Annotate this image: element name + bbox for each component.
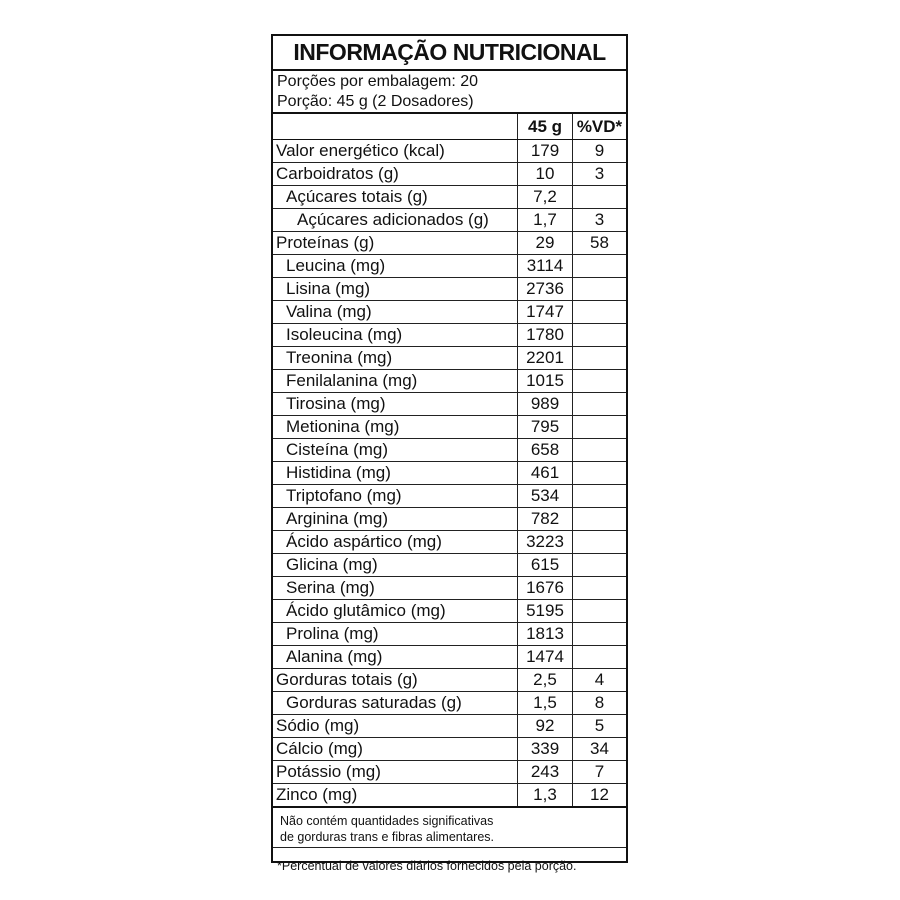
nutrient-name: Açúcares adicionados (g)	[273, 209, 518, 232]
table-row	[273, 232, 626, 255]
table-row	[273, 531, 626, 554]
nutrient-dv	[573, 370, 627, 393]
nutrient-amount: 1,7	[518, 209, 573, 232]
nutrient-dv	[573, 278, 627, 301]
table-row	[273, 600, 626, 623]
nutrient-amount: 534	[518, 485, 573, 508]
nutrient-name: Treonina (mg)	[273, 347, 518, 370]
header-dv: %VD*	[573, 114, 627, 140]
nutrient-name: Fenilalanina (mg)	[273, 370, 518, 393]
nutrient-amount: 461	[518, 462, 573, 485]
nutrient-amount: 29	[518, 232, 573, 255]
nutrient-amount: 2736	[518, 278, 573, 301]
nutrient-dv	[573, 439, 627, 462]
table-header-row	[273, 114, 626, 140]
nutrient-name: Potássio (mg)	[273, 761, 518, 784]
nutrient-name: Valor energético (kcal)	[273, 140, 518, 163]
servings-per-package: Porções por embalagem: 20	[277, 73, 478, 90]
nutrient-amount: 1813	[518, 623, 573, 646]
nutrient-dv: 9	[573, 140, 627, 163]
table-row	[273, 577, 626, 600]
serving-info	[273, 71, 626, 114]
table-row	[273, 439, 626, 462]
nutrient-amount: 1747	[518, 301, 573, 324]
table-row	[273, 462, 626, 485]
table-row	[273, 347, 626, 370]
nutrient-dv	[573, 577, 627, 600]
nutrient-name: Ácido aspártico (mg)	[273, 531, 518, 554]
table-row	[273, 784, 626, 808]
nutrient-dv: 7	[573, 761, 627, 784]
nutrient-amount: 1,5	[518, 692, 573, 715]
table-row	[273, 738, 626, 761]
nutrient-amount: 1015	[518, 370, 573, 393]
nutrient-dv: 5	[573, 715, 627, 738]
nutrient-name: Gorduras totais (g)	[273, 669, 518, 692]
nutrition-facts-panel	[271, 34, 628, 873]
nutrient-amount: 7,2	[518, 186, 573, 209]
nutrient-dv	[573, 485, 627, 508]
nutrient-amount: 782	[518, 508, 573, 531]
table-row	[273, 324, 626, 347]
nutrient-amount: 3223	[518, 531, 573, 554]
nutrient-dv: 3	[573, 163, 627, 186]
table-row	[273, 163, 626, 186]
nutrient-name: Prolina (mg)	[273, 623, 518, 646]
nutrient-amount: 1,3	[518, 784, 573, 808]
nutrient-amount: 3114	[518, 255, 573, 278]
nutrient-dv	[573, 186, 627, 209]
nutrient-dv	[573, 301, 627, 324]
table-row	[273, 278, 626, 301]
table-row	[273, 715, 626, 738]
nutrient-amount: 658	[518, 439, 573, 462]
nutrient-dv	[573, 416, 627, 439]
table-row	[273, 301, 626, 324]
table-row	[273, 416, 626, 439]
nutrient-name: Lisina (mg)	[273, 278, 518, 301]
nutrient-name: Isoleucina (mg)	[273, 324, 518, 347]
nutrient-dv	[573, 531, 627, 554]
nutrient-name: Histidina (mg)	[273, 462, 518, 485]
table-row	[273, 140, 626, 163]
nutrient-amount: 10	[518, 163, 573, 186]
table-row	[273, 485, 626, 508]
nutrient-dv	[573, 255, 627, 278]
nutrient-dv	[573, 600, 627, 623]
nutrient-name: Tirosina (mg)	[273, 393, 518, 416]
table-row	[273, 393, 626, 416]
nutrient-name: Sódio (mg)	[273, 715, 518, 738]
table-row	[273, 508, 626, 531]
nutrient-amount: 92	[518, 715, 573, 738]
nutrient-amount: 1676	[518, 577, 573, 600]
nutrient-dv: 12	[573, 784, 627, 808]
footnote-trans	[273, 808, 626, 848]
nutrient-dv: 4	[573, 669, 627, 692]
nutrient-amount: 1780	[518, 324, 573, 347]
nutrient-name: Valina (mg)	[273, 301, 518, 324]
footnote-trans-line: de gorduras trans e fibras alimentares.	[280, 830, 494, 844]
nutrient-dv: 8	[573, 692, 627, 715]
nutrient-name: Ácido glutâmico (mg)	[273, 600, 518, 623]
nutrient-dv	[573, 623, 627, 646]
table-row	[273, 186, 626, 209]
nutrient-dv: 3	[573, 209, 627, 232]
nutrient-amount: 2,5	[518, 669, 573, 692]
nutrient-name: Glicina (mg)	[273, 554, 518, 577]
nutrient-amount: 179	[518, 140, 573, 163]
table-row	[273, 669, 626, 692]
table-row	[273, 255, 626, 278]
nutrient-name: Leucina (mg)	[273, 255, 518, 278]
nutrient-name: Metionina (mg)	[273, 416, 518, 439]
nutrient-dv: 58	[573, 232, 627, 255]
panel-title: INFORMAÇÃO NUTRICIONAL	[273, 36, 626, 71]
nutrient-dv	[573, 393, 627, 416]
footnote-dv: *Percentual de valores diários fornecidos pela porção.	[277, 859, 577, 873]
nutrient-name: Cálcio (mg)	[273, 738, 518, 761]
nutrient-dv: 34	[573, 738, 627, 761]
nutrient-amount: 795	[518, 416, 573, 439]
nutrient-name: Gorduras saturadas (g)	[273, 692, 518, 715]
nutrient-table	[273, 114, 626, 808]
table-row	[273, 623, 626, 646]
nutrient-amount: 989	[518, 393, 573, 416]
nutrient-dv	[573, 646, 627, 669]
table-row	[273, 692, 626, 715]
table-row	[273, 761, 626, 784]
nutrient-name: Arginina (mg)	[273, 508, 518, 531]
nutrient-dv	[573, 554, 627, 577]
nutrient-name: Cisteína (mg)	[273, 439, 518, 462]
nutrient-dv	[573, 324, 627, 347]
nutrient-name: Zinco (mg)	[273, 784, 518, 808]
nutrient-dv	[573, 462, 627, 485]
nutrient-dv	[573, 508, 627, 531]
nutrient-amount: 615	[518, 554, 573, 577]
nutrient-amount: 339	[518, 738, 573, 761]
nutrient-name: Alanina (mg)	[273, 646, 518, 669]
header-blank	[273, 114, 518, 140]
nutrient-amount: 1474	[518, 646, 573, 669]
table-row	[273, 554, 626, 577]
table-row	[273, 209, 626, 232]
table-row	[273, 646, 626, 669]
header-amount: 45 g	[518, 114, 573, 140]
table-row	[273, 370, 626, 393]
nutrient-dv	[573, 347, 627, 370]
nutrient-name: Proteínas (g)	[273, 232, 518, 255]
nutrient-name: Açúcares totais (g)	[273, 186, 518, 209]
nutrient-name: Carboidratos (g)	[273, 163, 518, 186]
nutrient-name: Serina (mg)	[273, 577, 518, 600]
footnote-trans-line: Não contém quantidades significativas	[280, 814, 494, 828]
nutrient-amount: 5195	[518, 600, 573, 623]
nutrient-amount: 2201	[518, 347, 573, 370]
serving-size: Porção: 45 g (2 Dosadores)	[277, 93, 474, 110]
nutrient-amount: 243	[518, 761, 573, 784]
nutrient-name: Triptofano (mg)	[273, 485, 518, 508]
